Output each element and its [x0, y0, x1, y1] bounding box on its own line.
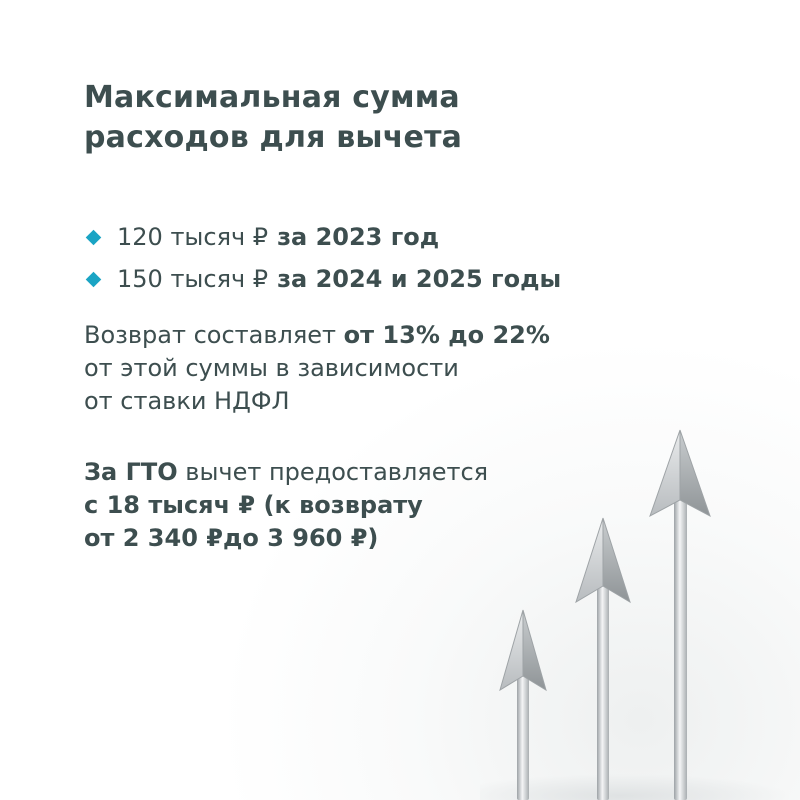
limits-list	[84, 216, 561, 300]
refund-text: от этой суммы в зависимости	[84, 354, 459, 382]
gto-range: от 2 340 ₽до 3 960 ₽)	[84, 524, 379, 552]
arrow-medium-icon	[576, 518, 630, 800]
refund-paragraph	[84, 319, 550, 418]
gto-paragraph	[84, 456, 488, 555]
refund-text: Возврат составляет	[84, 321, 344, 349]
diamond-bullet-icon	[86, 229, 102, 245]
gto-label: За ГТО	[84, 458, 178, 486]
limit-amount: 150 тысяч ₽	[117, 265, 269, 293]
diamond-bullet-icon	[86, 271, 102, 287]
gto-text: вычет предоставляется	[177, 458, 489, 486]
rising-arrows-illustration	[480, 420, 800, 800]
refund-text: от ставки НДФЛ	[84, 387, 290, 415]
heading-line-1: Максимальная сумма	[84, 80, 460, 115]
arrow-large-icon	[650, 430, 710, 800]
list-item	[84, 258, 561, 300]
refund-rate: от 13% до 22%	[343, 321, 550, 349]
gto-amount: с 18 тысяч ₽ (к возврату	[84, 491, 423, 519]
limit-period: за 2024 и 2025 годы	[277, 265, 562, 293]
list-item	[84, 216, 561, 258]
limit-period: за 2023 год	[277, 223, 440, 251]
limit-amount: 120 тысяч ₽	[117, 223, 269, 251]
heading-line-2: расходов для вычета	[84, 120, 463, 155]
arrow-small-icon	[500, 610, 546, 800]
slide-heading	[84, 78, 462, 158]
